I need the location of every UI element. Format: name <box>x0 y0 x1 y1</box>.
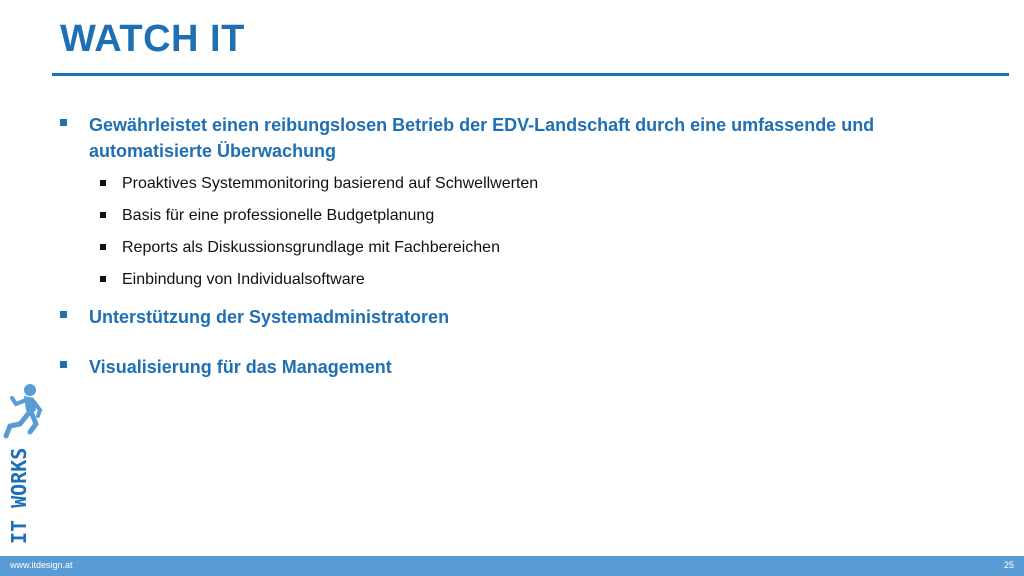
square-bullet-icon <box>100 212 106 218</box>
square-bullet-icon <box>100 244 106 250</box>
sub-bullet-item <box>100 206 960 226</box>
slide-content <box>60 112 960 390</box>
bullet-item <box>60 354 960 380</box>
bullet-text: Unterstützung der Systemadministratoren <box>89 307 450 327</box>
page-number: 25 <box>1003 560 1014 570</box>
bullet-item <box>60 304 960 330</box>
square-bullet-icon <box>60 361 67 368</box>
square-bullet-icon <box>100 276 106 282</box>
sub-bullet-item <box>100 238 960 258</box>
running-man-icon <box>0 380 50 550</box>
sub-bullet-text: Einbindung von Individualsoftware <box>122 271 365 288</box>
title-underline <box>52 73 1009 76</box>
footer-url[interactable]: www.itdesign.at <box>10 560 73 570</box>
slide-title: WATCH IT <box>60 18 245 60</box>
sub-bullet-text: Proaktives Systemmonitoring basierend auf Schwellwerten <box>122 175 539 192</box>
square-bullet-icon <box>60 119 67 126</box>
sub-bullet-text: Basis für eine professionelle Budgetplanung <box>122 207 435 224</box>
square-bullet-icon <box>60 311 67 318</box>
it-works-logo <box>0 380 50 550</box>
sub-bullet-item <box>100 270 960 290</box>
square-bullet-icon <box>100 180 106 186</box>
footer-bar <box>0 556 1024 576</box>
bullet-text: Gewährleistet einen reibungslosen Betrieb der EDV-Landschaft durch eine umfassende und automatisierte Überwachung <box>89 115 875 161</box>
bullet-item <box>60 112 960 164</box>
bullet-text: Visualisierung für das Management <box>89 357 392 377</box>
sub-bullet-item <box>100 174 960 194</box>
sub-bullet-text: Reports als Diskussionsgrundlage mit Fachbereichen <box>122 239 500 256</box>
logo-text: IT WORKS <box>7 447 31 544</box>
